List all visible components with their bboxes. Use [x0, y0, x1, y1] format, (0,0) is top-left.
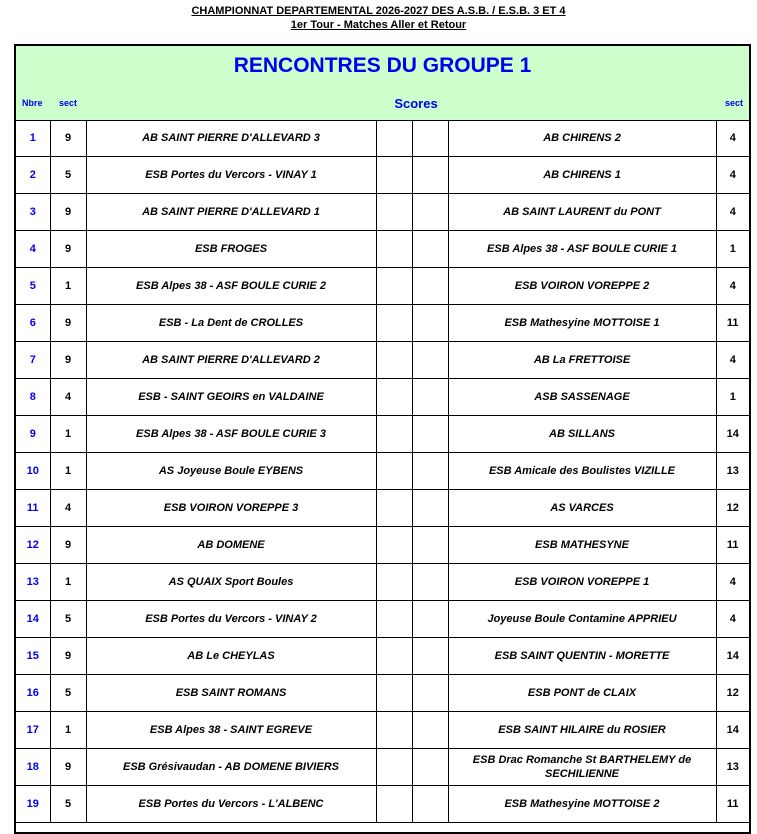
- away-sector: 14: [716, 712, 749, 749]
- match-number: 3: [16, 194, 50, 231]
- home-team: ESB Alpes 38 - SAINT EGREVE: [86, 712, 376, 749]
- group-sheet: [14, 44, 751, 834]
- home-sector: 1: [50, 416, 86, 453]
- home-team: ESB Alpes 38 - ASF BOULE CURIE 2: [86, 268, 376, 305]
- away-team: AB SAINT LAURENT du PONT: [448, 194, 716, 231]
- away-score-cell: [412, 157, 448, 194]
- away-sector: 13: [716, 749, 749, 786]
- table-row: [16, 564, 749, 601]
- table-row: [16, 638, 749, 675]
- home-team: ESB FROGES: [86, 231, 376, 268]
- home-team: ESB Portes du Vercors - VINAY 1: [86, 157, 376, 194]
- away-score-cell: [412, 231, 448, 268]
- home-score-cell: [376, 231, 412, 268]
- home-sector: 9: [50, 194, 86, 231]
- matches-body: [16, 120, 749, 823]
- away-team: Joyeuse Boule Contamine APPRIEU: [448, 601, 716, 638]
- match-number: 17: [16, 712, 50, 749]
- away-team: ESB SAINT HILAIRE du ROSIER: [448, 712, 716, 749]
- away-sector: 1: [716, 231, 749, 268]
- home-sector: 5: [50, 675, 86, 712]
- table-row: [16, 453, 749, 490]
- away-team: ESB Drac Romanche St BARTHELEMY de SECHILIENNE: [448, 749, 716, 786]
- home-score-cell: [376, 416, 412, 453]
- home-score-cell: [376, 675, 412, 712]
- away-team: ESB Mathesyine MOTTOISE 1: [448, 305, 716, 342]
- match-number: 9: [16, 416, 50, 453]
- away-score-cell: [412, 749, 448, 786]
- away-score-cell: [412, 601, 448, 638]
- home-score-cell: [376, 120, 412, 157]
- away-score-cell: [412, 712, 448, 749]
- away-score-cell: [412, 564, 448, 601]
- away-sector: 4: [716, 120, 749, 157]
- away-score-cell: [412, 268, 448, 305]
- home-sector: 9: [50, 305, 86, 342]
- away-team: AB CHIRENS 1: [448, 157, 716, 194]
- table-row: [16, 268, 749, 305]
- match-number: 8: [16, 379, 50, 416]
- home-sector: 9: [50, 342, 86, 379]
- home-team: AB SAINT PIERRE D'ALLEVARD 2: [86, 342, 376, 379]
- match-number: 16: [16, 675, 50, 712]
- table-row: [16, 157, 749, 194]
- home-sector: 1: [50, 564, 86, 601]
- home-score-cell: [376, 379, 412, 416]
- away-score-cell: [412, 675, 448, 712]
- match-number: 15: [16, 638, 50, 675]
- away-sector: 11: [716, 786, 749, 823]
- home-sector: 1: [50, 268, 86, 305]
- home-team: ESB - La Dent de CROLLES: [86, 305, 376, 342]
- away-sector: 4: [716, 564, 749, 601]
- home-sector: 5: [50, 157, 86, 194]
- table-row: [16, 342, 749, 379]
- column-header-nbre: Nbre: [22, 98, 43, 108]
- away-team: ESB Mathesyine MOTTOISE 2: [448, 786, 716, 823]
- away-score-cell: [412, 416, 448, 453]
- away-team: ASB SASSENAGE: [448, 379, 716, 416]
- table-row: [16, 601, 749, 638]
- table-row: [16, 305, 749, 342]
- away-team: AB CHIRENS 2: [448, 120, 716, 157]
- home-team: AB DOMENE: [86, 527, 376, 564]
- home-team: AB SAINT PIERRE D'ALLEVARD 1: [86, 194, 376, 231]
- match-number: 14: [16, 601, 50, 638]
- home-team: AB SAINT PIERRE D'ALLEVARD 3: [86, 120, 376, 157]
- match-number: 1: [16, 120, 50, 157]
- away-team: ESB Alpes 38 - ASF BOULE CURIE 1: [448, 231, 716, 268]
- table-row: [16, 416, 749, 453]
- away-team: ESB MATHESYNE: [448, 527, 716, 564]
- away-score-cell: [412, 527, 448, 564]
- home-score-cell: [376, 268, 412, 305]
- match-number: 2: [16, 157, 50, 194]
- home-score-cell: [376, 157, 412, 194]
- table-row: [16, 231, 749, 268]
- match-number: 7: [16, 342, 50, 379]
- away-sector: 11: [716, 305, 749, 342]
- home-score-cell: [376, 786, 412, 823]
- away-sector: 11: [716, 527, 749, 564]
- away-team: ESB PONT de CLAIX: [448, 675, 716, 712]
- away-sector: 4: [716, 157, 749, 194]
- matches-table: [16, 120, 749, 823]
- column-header-sect-left: sect: [59, 98, 78, 108]
- home-sector: 5: [50, 786, 86, 823]
- round-subtitle: 1er Tour - Matches Aller et Retour: [290, 19, 467, 31]
- away-team: AB La FRETTOISE: [448, 342, 716, 379]
- match-number: 6: [16, 305, 50, 342]
- away-score-cell: [412, 342, 448, 379]
- table-row: [16, 120, 749, 157]
- home-score-cell: [376, 194, 412, 231]
- home-score-cell: [376, 527, 412, 564]
- home-team: ESB - SAINT GEOIRS en VALDAINE: [86, 379, 376, 416]
- match-number: 18: [16, 749, 50, 786]
- home-score-cell: [376, 342, 412, 379]
- match-number: 10: [16, 453, 50, 490]
- table-row: [16, 194, 749, 231]
- away-sector: 12: [716, 675, 749, 712]
- away-score-cell: [412, 305, 448, 342]
- match-number: 11: [16, 490, 50, 527]
- away-sector: 4: [716, 601, 749, 638]
- home-team: ESB Portes du Vercors - VINAY 2: [86, 601, 376, 638]
- home-score-cell: [376, 453, 412, 490]
- table-row: [16, 490, 749, 527]
- away-sector: 13: [716, 453, 749, 490]
- home-sector: 1: [50, 453, 86, 490]
- home-sector: 9: [50, 749, 86, 786]
- away-sector: 14: [716, 638, 749, 675]
- away-sector: 4: [716, 194, 749, 231]
- table-row: [16, 786, 749, 823]
- home-sector: 4: [50, 379, 86, 416]
- away-score-cell: [412, 786, 448, 823]
- table-row: [16, 379, 749, 416]
- away-score-cell: [412, 638, 448, 675]
- home-sector: 9: [50, 120, 86, 157]
- column-header-sect-right: sect: [725, 98, 744, 108]
- away-score-cell: [412, 194, 448, 231]
- away-sector: 14: [716, 416, 749, 453]
- home-sector: 5: [50, 601, 86, 638]
- away-team: ESB SAINT QUENTIN - MORETTE: [448, 638, 716, 675]
- away-team: AS VARCES: [448, 490, 716, 527]
- home-team: ESB SAINT ROMANS: [86, 675, 376, 712]
- match-number: 4: [16, 231, 50, 268]
- home-score-cell: [376, 601, 412, 638]
- home-score-cell: [376, 638, 412, 675]
- away-team: ESB Amicale des Boulistes VIZILLE: [448, 453, 716, 490]
- column-header-scores: Scores: [394, 96, 438, 111]
- away-sector: 4: [716, 268, 749, 305]
- home-sector: 9: [50, 638, 86, 675]
- home-sector: 9: [50, 231, 86, 268]
- home-score-cell: [376, 712, 412, 749]
- away-team: ESB VOIRON VOREPPE 1: [448, 564, 716, 601]
- home-team: ESB Grésivaudan - AB DOMENE BIVIERS: [86, 749, 376, 786]
- away-score-cell: [412, 120, 448, 157]
- championship-title: CHAMPIONNAT DEPARTEMENTAL 2026-2027 DES A.S.B. / E.S.B. 3 ET 4: [191, 5, 566, 17]
- match-number: 13: [16, 564, 50, 601]
- group-banner: [16, 46, 749, 121]
- home-team: AB Le CHEYLAS: [86, 638, 376, 675]
- away-sector: 4: [716, 342, 749, 379]
- away-team: ESB VOIRON VOREPPE 2: [448, 268, 716, 305]
- home-team: AS Joyeuse Boule EYBENS: [86, 453, 376, 490]
- home-sector: 1: [50, 712, 86, 749]
- home-team: AS QUAIX Sport Boules: [86, 564, 376, 601]
- table-row: [16, 527, 749, 564]
- away-sector: 1: [716, 379, 749, 416]
- match-number: 12: [16, 527, 50, 564]
- away-team: AB SILLANS: [448, 416, 716, 453]
- match-number: 5: [16, 268, 50, 305]
- home-sector: 4: [50, 490, 86, 527]
- home-score-cell: [376, 305, 412, 342]
- group-title: RENCONTRES DU GROUPE 1: [233, 54, 532, 77]
- away-score-cell: [412, 490, 448, 527]
- home-sector: 9: [50, 527, 86, 564]
- table-row: [16, 712, 749, 749]
- home-score-cell: [376, 490, 412, 527]
- home-team: ESB Alpes 38 - ASF BOULE CURIE 3: [86, 416, 376, 453]
- away-score-cell: [412, 453, 448, 490]
- home-score-cell: [376, 564, 412, 601]
- away-sector: 12: [716, 490, 749, 527]
- away-score-cell: [412, 379, 448, 416]
- table-row: [16, 675, 749, 712]
- home-score-cell: [376, 749, 412, 786]
- match-number: 19: [16, 786, 50, 823]
- home-team: ESB VOIRON VOREPPE 3: [86, 490, 376, 527]
- table-row: [16, 749, 749, 786]
- home-team: ESB Portes du Vercors - L'ALBENC: [86, 786, 376, 823]
